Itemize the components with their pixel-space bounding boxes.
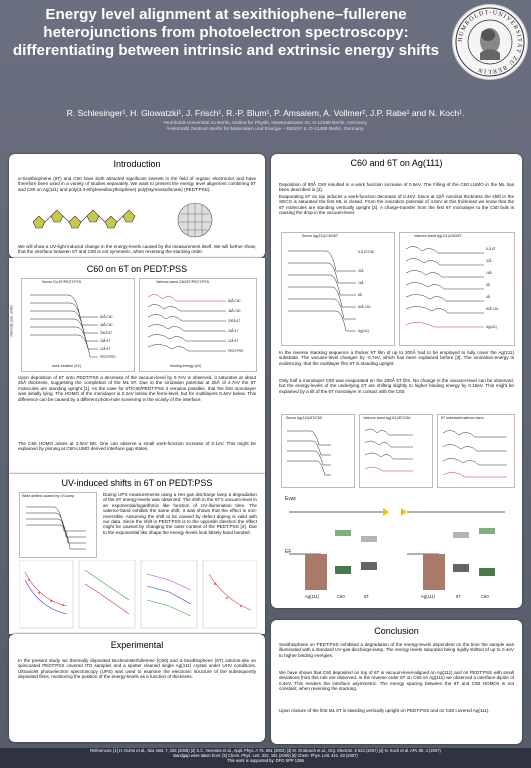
pedt-fig-left-ylabel: intensity (arb. units) bbox=[9, 305, 14, 337]
svg-text:6-Å 6T/C60: 6-Å 6T/C60 bbox=[358, 250, 375, 254]
experimental-panel bbox=[9, 634, 265, 742]
conclusion-text-1: Sexithiophene on PEDT:PSS exhibited a degradation of the energy-levels dependent on the time the sample was illuminated with a standard UV-gas-discharge-lamp. The energy levels saturated being rigidly shifted of up to 0.4eV to higher binding energies. bbox=[279, 642, 514, 658]
uv-shift-curves bbox=[24, 501, 92, 553]
svg-text:48Å C60: 48Å C60 bbox=[228, 309, 241, 313]
poster-title: Energy level alignment at sexithiophene–fullerene heterojunctions from photoelectron spectroscopy: differentiating between intrinsic and extrinsic energy shifts bbox=[12, 6, 440, 59]
ag-fig5-title: 6T substrate/valence-band bbox=[441, 416, 484, 420]
svg-text:HUMBOLDT-UNIVERSITÄT ZU BERLIN: HUMBOLDT-UNIVERSITÄT ZU BERLIN bbox=[457, 9, 523, 75]
pedt-seco-figure bbox=[9, 278, 135, 372]
pedt-fig-right-axis: binding energy (eV) bbox=[170, 364, 202, 368]
svg-text:48Å C60: 48Å C60 bbox=[100, 323, 113, 327]
ag-seco-curves-2 bbox=[285, 423, 351, 483]
ag-fig4-title: Valence band Ag(111)/6T/C60 bbox=[363, 416, 411, 420]
ag-valence-curves-2 bbox=[363, 423, 429, 483]
ag-valence-curves-1 bbox=[404, 241, 510, 341]
conclusion-text-2: We have shown that C60 deposited on top of 6T is vacuum-level-aligned on Ag(111) and on PEDT:PSS with small deviations from this rule are observed. In the reverse order 6T on C60 on Ag(111) we observed a interface-dipole of 0.4eV. This renders the interface asymmetric. The energy spacing between the 6T and C60 HOMOs is not constant, when reversing the stacking. bbox=[279, 670, 514, 692]
conclusion-text-3: Upon closure of the first ML 6T is standing vertically upright on PEDT:PSS and on C60 covered Ag(111). bbox=[279, 708, 490, 713]
uv-fig-title: Wide-shifted caused by UV-lamp bbox=[22, 494, 75, 498]
ag-text-1: Deposition of 80Å C60 resulted in a work function increase of 0.5eV. The Filling of the C60 LUMO in the ML has been described in [2]. bbox=[279, 182, 514, 193]
svg-text:80Å C60: 80Å C60 bbox=[228, 299, 241, 303]
svg-text:32Å: 32Å bbox=[486, 259, 492, 263]
ag-ef-label: EF bbox=[285, 549, 292, 555]
experimental-text: In the present study we thermally deposited Buckminsterfullerene (C60) and α-Sexithiophene (6T) onto/on-site on spincoated PEDT:PSS covered ITO samples and a sputter cleaned single Ag(111) crystal under UHV conditions. Ultraviolet photoelectron spectroscopy (UPS) was used to examine the electronic structure of the subsequently deposited films, monitoring the position of the energy-levels as a function of thickness. bbox=[18, 658, 256, 680]
ag-level-label: Ag(111) bbox=[305, 594, 320, 599]
svg-text:80Å C60: 80Å C60 bbox=[100, 315, 113, 319]
svg-text:PEDT:PSS: PEDT:PSS bbox=[228, 349, 244, 353]
pedt-fig-left-title: Secon Ep,6T/PEDT:PSS bbox=[42, 280, 82, 284]
ag-panel bbox=[271, 154, 522, 608]
svg-text:8Å: 8Å bbox=[358, 293, 362, 297]
ag-text-2: Evaporating 6T on top induces a work-function decrease of 0.4eV. Since at 32Å nominal thickness the shift in the SECO is saturated the first ML is closed. From the ionization potential of 4.8eV at this thickness we know that the 6T molecules are standing vertically upright [3]. A charge-transfer from the first 6T monolayer to the C60 bulk is causing the drop in the vacuum-level. bbox=[279, 194, 514, 216]
svg-text:PEDT:PSS: PEDT:PSS bbox=[100, 355, 116, 359]
pedt-text-1: Upon deposition of 6T onto PEDT:PSS a decrease of the vacuum-level by 0.7eV is observed, it saturates at about 25Å thickness, suggesting the completion of the ML 6T. Due to the ionization potential at 25Å of 4.7eV the 6T molecules are standing upright [1]. As the case for 6T/C60/PEDT:PSS it remains possible, that the first monolayer was initially lying. The HOMO of the monolayer is 0.2eV below the fermi-level, but for multilayers 0.4eV below. This difference can be caused by a different photo-hole screening in the vicinity of the interface. bbox=[18, 375, 256, 402]
svg-text:32Å: 32Å bbox=[358, 269, 364, 273]
ag-title: C60 and 6T on Ag(111) bbox=[350, 158, 443, 168]
molecule-structures-figure bbox=[23, 202, 253, 240]
svg-text:200Å 6T: 200Å 6T bbox=[100, 331, 113, 335]
uv-text: During UPS measurements using a HeI gas discharge lamp a degradation of the 6T energy-levels was observed. The shift in the 6T's vacuum-level in an exponential/logarithmic like function of UV-illumination time. The valence-band exhibits the same shift. It was shown that the effect is non-reversible. Assuming the shift to be caused by defect doping is valid with our data. Since the shift in PEDT:PSS is to the opposite direction the effect might be caused by changing the outer content of the PEDT:PSS [4]. Due to the exponential like shape the energy-levels look falsely band bended. bbox=[103, 492, 257, 535]
pedt-valence-figure bbox=[139, 278, 257, 372]
pedt-panel bbox=[9, 258, 265, 474]
affiliation-2: ²Helmholtz Zentrum Berlin für Materialien und Energie – BESSY II, D-12489 Berlin, Germany. bbox=[166, 127, 365, 132]
introduction-title: Introduction bbox=[113, 159, 161, 169]
introduction-text-2: We will show a UV-light induced change in the energy-levels caused by the measurement itself. We will further show, that the interface between 6T and C60 is not symmetric, when reversing the stacking order. bbox=[18, 244, 256, 255]
svg-text:6-Å 6T: 6-Å 6T bbox=[486, 247, 496, 251]
ag-level-label: C60 bbox=[337, 594, 345, 599]
introduction-panel bbox=[9, 154, 265, 258]
ag-text-3: In the reverse stacking sequence a thicker 6T film of up to 200Å had to be employed to fully cover the Ag(111) substrate. The vacuum-level changes by -0.7eV, which has been explained before [3]. The ionization-energy is evidencing, that the multilayer film 6T is standing upright. bbox=[279, 350, 514, 366]
poster-header bbox=[0, 0, 531, 150]
svg-text:25Å 6T: 25Å 6T bbox=[100, 339, 111, 343]
university-seal-logo bbox=[452, 4, 528, 80]
pedt-fig-left-axis: work function (eV) bbox=[52, 364, 81, 368]
conclusion-title: Conclusion bbox=[374, 626, 419, 636]
ag-substrate-figure bbox=[437, 414, 515, 488]
svg-text:200Å 6T: 200Å 6T bbox=[228, 319, 241, 323]
ag-substrate-curves bbox=[441, 423, 511, 483]
references-line-1: References: [1] H. Duhm et al., Nat. Mat. 7, 326 (2008) [2] S.C. Veenstra et al., Appl. Phys. A 75, 661 (2002) [3] M. Grobosch et al., Org. Electron. 8 623 (2007) [4] N. Koch et al. APL 90, 4 (2007) bbox=[90, 748, 441, 753]
conclusion-panel bbox=[271, 620, 522, 744]
ag-fig2-title: Valence-band Ag(111)/C60/6T bbox=[414, 234, 462, 238]
introduction-text-1: α-Sexithiophene (6T) and C60 have both attracted significant interest in the field of organic electronics and have therefore been used in a variety of studies separately. We want to present the energy level alignment combining 6T and C60 on Ag(111) and poly(3,4-ethylenedioxythiophene) poly(styrenesulfonate) (PEDT:PSS). bbox=[18, 176, 256, 192]
experimental-title: Experimental bbox=[110, 640, 164, 650]
references-line-3: This work is supported by: DFG SPP 1355 bbox=[227, 758, 304, 763]
pedt-title: C60 on 6T on PEDT:PSS bbox=[86, 264, 188, 274]
svg-text:12Å 6T: 12Å 6T bbox=[100, 347, 111, 351]
svg-text:25Å 6T: 25Å 6T bbox=[228, 329, 239, 333]
ag-fig3-title: Secon Ag(111)/6T/C60 bbox=[286, 416, 323, 420]
uv-shifts-panel bbox=[9, 474, 265, 634]
uv-shift-figure bbox=[19, 492, 97, 558]
references-footer bbox=[0, 748, 531, 768]
uv-time-series-figures bbox=[19, 560, 257, 630]
ag-fig1-title: Secon Ag(111)/C60/6T bbox=[302, 234, 339, 238]
svg-text:12Å 6T: 12Å 6T bbox=[228, 339, 239, 343]
energy-level-diagram bbox=[281, 492, 513, 604]
pedt-fig-right-title: Valence-band C60/6T/PEDT:PSS bbox=[156, 280, 210, 284]
svg-text:80Å C60: 80Å C60 bbox=[486, 307, 499, 311]
ag-seco-figure-2 bbox=[281, 414, 355, 488]
svg-text:16Å: 16Å bbox=[358, 281, 364, 285]
ag-level-label: 6T bbox=[364, 594, 369, 599]
affiliations bbox=[4, 121, 527, 133]
ag-text-4: Only half a monolayer C60 was evaporated on the 200Å 6T film. No change in the vacuum-level can be observed, but the energy-levels of the underlying 6T are shifting slightly to higher binding energy by 0.15eV. This might be explained by a tilt of the 6T monolayer in contact with the C60. bbox=[279, 378, 514, 394]
svg-text:4Å: 4Å bbox=[486, 295, 490, 299]
uv-shifts-title: UV-induced shifts in 6T on PEDT:PSS bbox=[61, 478, 213, 488]
pedt-text-2: The C60 HOMO arises at 2.0eV BE. One can observe a small work-function increase of 0.1eV. This might be explained by pinning at C60-LUMO derived interface gap states. bbox=[18, 441, 256, 452]
svg-text:8Å: 8Å bbox=[486, 283, 490, 287]
svg-text:Ag(111): Ag(111) bbox=[486, 325, 497, 329]
svg-text:16Å: 16Å bbox=[486, 271, 492, 275]
references-line-2: Bandgap were taken from: [5] Chem. Phys. Lett. 322, 181 (2000) [6] Chem. Phys. Lett. 441, 63 (2007) bbox=[173, 753, 358, 758]
ag-level-label: Ag(111) bbox=[421, 594, 436, 599]
affiliation-1: ¹Humboldt-Universität zu Berlin, Institut für Physik, Newtonstrasse 15, D-12489 Berlin, Germany. bbox=[163, 121, 368, 126]
pedt-seco-curves bbox=[28, 287, 130, 363]
svg-text:Ag(111): Ag(111) bbox=[358, 329, 369, 333]
ag-valence-figure-2 bbox=[359, 414, 433, 488]
ag-level-label: C60 bbox=[481, 594, 489, 599]
pedt-valence-curves bbox=[146, 287, 252, 363]
author-list: R. Schlesinger¹, H. Glowatzki¹, J. Frisch¹, R.-P. Blum¹, P. Amsalem, A. Vollmer², J.P. Rabe¹ and N. Koch¹. bbox=[66, 108, 465, 118]
svg-text:80Å C60: 80Å C60 bbox=[358, 305, 371, 309]
ag-seco-curves-1 bbox=[286, 241, 390, 341]
ag-level-label: 6T bbox=[456, 594, 461, 599]
ag-evac-label: Evac bbox=[285, 496, 297, 502]
ag-seco-figure-1 bbox=[281, 232, 395, 346]
ag-valence-figure-1 bbox=[399, 232, 515, 346]
